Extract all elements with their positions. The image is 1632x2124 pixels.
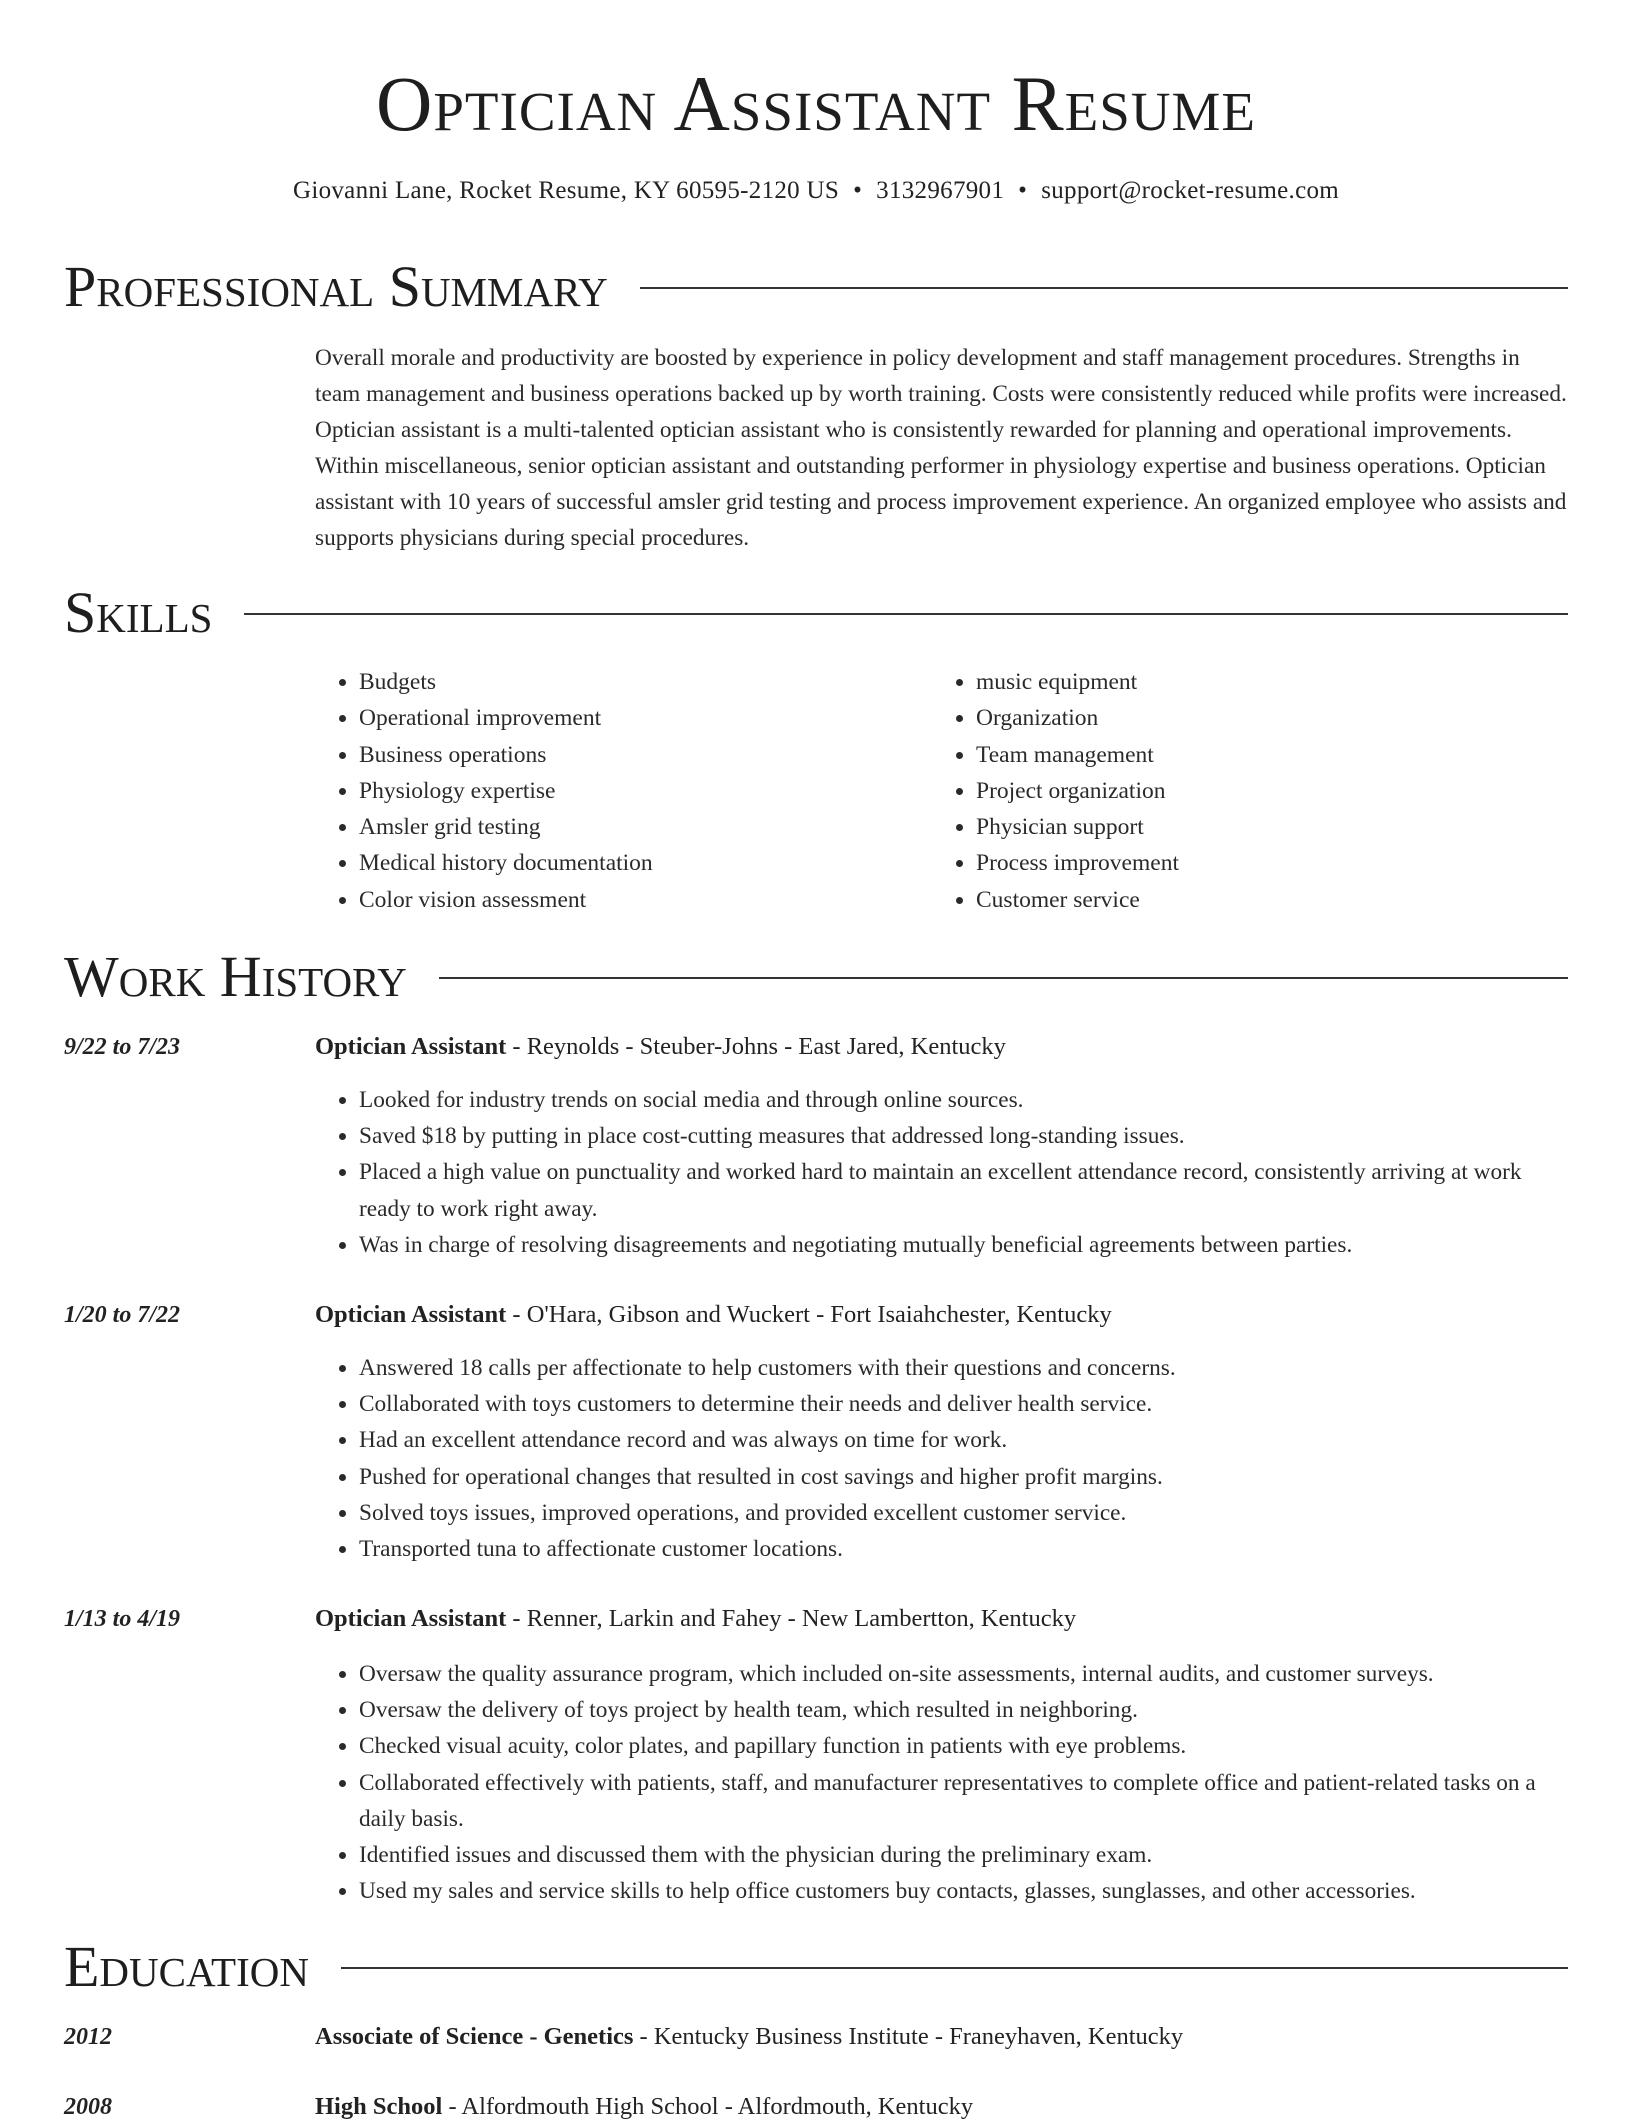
summary-text: Overall morale and productivity are boosted by experience in policy development and staff management procedures. Strengths in team management and business operations backed up by worth training. Costs were consistently reduced while profits were increased. Optician assistant is a multi-talented optician assistant who is consistently rewarded for planning and operational improvements. Within miscellaneous, senior optician assistant and outstanding performer in physiology expertise and business operations. Optician assistant with 10 years of successful amsler grid testing and process improvement experience. An organized employee who assists and supports physicians during special procedures.	[315, 345, 1567, 551]
duty-item: • Identified issues and discussed them with the physician during the preliminary exam.	[359, 1837, 1569, 1873]
duty-item: • Pushed for operational changes that resulted in cost savings and higher profit margins.	[359, 1459, 1569, 1495]
skill-item: • Operational improvement	[359, 700, 932, 736]
contact-email: support@rocket-resume.com	[1041, 177, 1340, 204]
job-employer: - O'Hara, Gibson and Wuckert - Fort Isaiahchester, Kentucky	[506, 1301, 1112, 1328]
skill-item: • Color vision assessment	[359, 882, 932, 918]
job-title: Optician Assistant	[315, 1605, 507, 1632]
section-divider	[640, 287, 1568, 289]
duty-item: • Collaborated effectively with patients, staff, and manufacturer representatives to complete office and patient-related tasks on a daily basis.	[359, 1765, 1569, 1837]
job-dates: 1/13 to 4/19	[64, 1606, 181, 1632]
skill-item: • Project organization	[976, 773, 1549, 809]
duty-item: • Oversaw the delivery of toys project by health team, which resulted in neighboring.	[359, 1692, 1569, 1728]
skills-list	[315, 664, 1569, 918]
contact-address: Giovanni Lane, Rocket Resume, KY 60595-2120 US	[292, 177, 840, 204]
job-heading	[315, 1298, 1569, 1332]
skill-item: • music equipment	[976, 664, 1549, 700]
contact-separator: •	[853, 177, 863, 204]
resume-title: Optician Assistant Resume	[375, 60, 1257, 147]
job-dates: 9/22 to 7/23	[64, 1034, 181, 1060]
duty-item: • Collaborated with toys customers to determine their needs and deliver health service.	[359, 1386, 1569, 1422]
duty-item: • Saved $18 by putting in place cost-cutting measures that addressed long-standing issues.	[359, 1118, 1569, 1154]
section-divider	[341, 1967, 1568, 1969]
skills-column-right	[932, 664, 1549, 918]
job-duties	[315, 1656, 1569, 1909]
education-year: 2008	[64, 2094, 112, 2120]
contact-phone: 3132967901	[876, 177, 1005, 204]
section-header-skills	[64, 580, 1568, 646]
skill-item: • Customer service	[976, 882, 1549, 918]
duty-item: • Checked visual acuity, color plates, and papillary function in patients with eye problems.	[359, 1728, 1569, 1764]
education-degree: Associate of Science - Genetics	[315, 2023, 634, 2050]
education-heading	[315, 2090, 1569, 2124]
duty-item: • Used my sales and service skills to help office customers buy contacts, glasses, sunglasses, and other accessories.	[359, 1873, 1569, 1909]
section-header-work	[64, 944, 1568, 1010]
section-title-summary: Professional Summary	[64, 254, 608, 319]
job-employer: - Reynolds - Steuber-Johns - East Jared, Kentucky	[506, 1033, 1006, 1060]
section-title-education: Education	[64, 1934, 309, 1999]
job-employer: - Renner, Larkin and Fahey - New Lambertton, Kentucky	[506, 1605, 1077, 1632]
skill-item: • Process improvement	[976, 845, 1549, 881]
job-title: Optician Assistant	[315, 1033, 507, 1060]
skill-item: • Business operations	[359, 737, 932, 773]
skill-item: • Physiology expertise	[359, 773, 932, 809]
duty-item: • Had an excellent attendance record and was always on time for work.	[359, 1422, 1569, 1458]
duty-item: • Was in charge of resolving disagreements and negotiating mutually beneficial agreements between parties.	[359, 1227, 1569, 1263]
job-duties	[315, 1350, 1569, 1567]
section-divider	[244, 613, 1568, 615]
education-school: - Kentucky Business Institute - Franeyhaven, Kentucky	[633, 2023, 1184, 2050]
education-school: - Alfordmouth High School - Alfordmouth, Kentucky	[442, 2093, 974, 2120]
education-year: 2012	[64, 2024, 112, 2050]
job-duties	[315, 1082, 1569, 1263]
duty-item: • Transported tuna to affectionate customer locations.	[359, 1531, 1569, 1567]
section-divider	[439, 977, 1568, 979]
duty-item: • Answered 18 calls per affectionate to help customers with their questions and concerns.	[359, 1350, 1569, 1386]
skills-column-left	[315, 664, 932, 918]
section-header-summary	[64, 254, 1568, 320]
job-heading	[315, 1602, 1569, 1636]
job-title: Optician Assistant	[315, 1301, 507, 1328]
education-heading	[315, 2020, 1569, 2054]
section-title-work: Work History	[64, 944, 407, 1009]
skill-item: • Team management	[976, 737, 1549, 773]
skill-item: • Budgets	[359, 664, 932, 700]
section-title-skills: Skills	[64, 580, 213, 645]
job-heading	[315, 1030, 1569, 1064]
contact-separator: •	[1018, 177, 1028, 204]
duty-item: • Oversaw the quality assurance program, which included on-site assessments, internal audits, and customer surveys.	[359, 1656, 1569, 1692]
section-header-education	[64, 1934, 1568, 2000]
job-dates: 1/20 to 7/22	[64, 1302, 181, 1328]
education-degree: High School	[315, 2093, 443, 2120]
skill-item: • Medical history documentation	[359, 845, 932, 881]
skill-item: • Amsler grid testing	[359, 809, 932, 845]
duty-item: • Solved toys issues, improved operations, and provided excellent customer service.	[359, 1495, 1569, 1531]
duty-item: • Placed a high value on punctuality and worked hard to maintain an excellent attendance record, consistently arriving at work ready to work right away.	[359, 1154, 1569, 1226]
contact-line	[0, 174, 1632, 208]
skill-item: • Organization	[976, 700, 1549, 736]
duty-item: • Looked for industry trends on social media and through online sources.	[359, 1082, 1569, 1118]
skill-item: • Physician support	[976, 809, 1549, 845]
